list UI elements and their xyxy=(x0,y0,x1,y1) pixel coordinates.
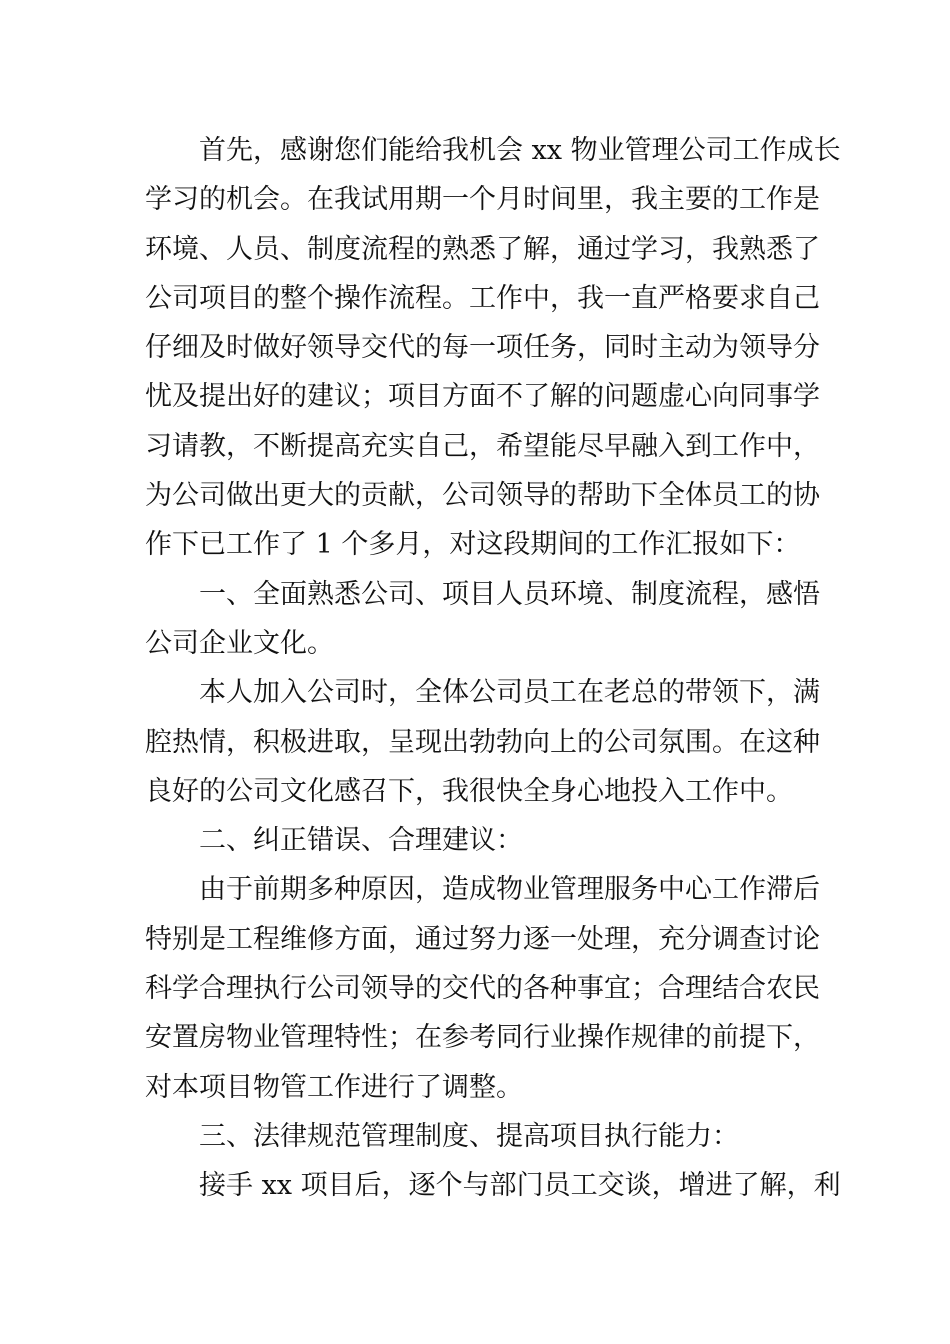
text-line: 良好的公司文化感召下，我很快全身心地投入工作中。 xyxy=(145,775,793,807)
section-heading-1: 一、全面熟悉公司、项目人员环境、制度流程，感悟 xyxy=(199,578,820,610)
text-line: 学习的机会。在我试用期一个月时间里，我主要的工作是 xyxy=(145,184,820,216)
text-line: 对本项目物管工作进行了调整。 xyxy=(145,1071,523,1103)
text-line: 科学合理执行公司领导的交代的各种事宜；合理结合农民 xyxy=(145,973,820,1005)
text-line: 接手 xx 项目后，逐个与部门员工交谈，增进了解，利 xyxy=(199,1170,841,1202)
text-line: 为公司做出更大的贡献，公司领导的帮助下全体员工的协 xyxy=(145,480,820,512)
text-line: 忧及提出好的建议；项目方面不了解的问题虚心向同事学 xyxy=(145,381,820,413)
text-line: 安置房物业管理特性；在参考同行业操作规律的前提下， xyxy=(145,1022,820,1054)
text-line: 仔细及时做好领导交代的每一项任务，同时主动为领导分 xyxy=(145,332,820,364)
document-body xyxy=(145,126,841,1211)
text-line: 特别是工程维修方面，通过努力逐一处理，充分调查讨论 xyxy=(145,923,820,955)
text-line: 腔热情，积极进取，呈现出勃勃向上的公司氛围。在这种 xyxy=(145,726,820,758)
text-line: 公司项目的整个操作流程。工作中，我一直严格要求自己 xyxy=(145,282,820,314)
section-heading-3: 三、法律规范管理制度、提高项目执行能力： xyxy=(199,1120,739,1152)
text-line: 由于前期多种原因，造成物业管理服务中心工作滞后 xyxy=(199,874,820,906)
text-line: 习请教，不断提高充实自己，希望能尽早融入到工作中， xyxy=(145,430,820,462)
text-line: 首先，感谢您们能给我机会 xx 物业管理公司工作成长 xyxy=(199,135,841,166)
section-heading-2: 二、纠正错误、合理建议： xyxy=(199,825,523,857)
text-line: 环境、人员、制度流程的熟悉了解，通过学习，我熟悉了 xyxy=(145,233,820,265)
text-line: 本人加入公司时，全体公司员工在老总的带领下，满 xyxy=(199,677,820,709)
text-line: 作下已工作了 1 个多月，对这段期间的工作汇报如下： xyxy=(145,529,801,561)
text-line: 公司企业文化。 xyxy=(145,627,334,659)
